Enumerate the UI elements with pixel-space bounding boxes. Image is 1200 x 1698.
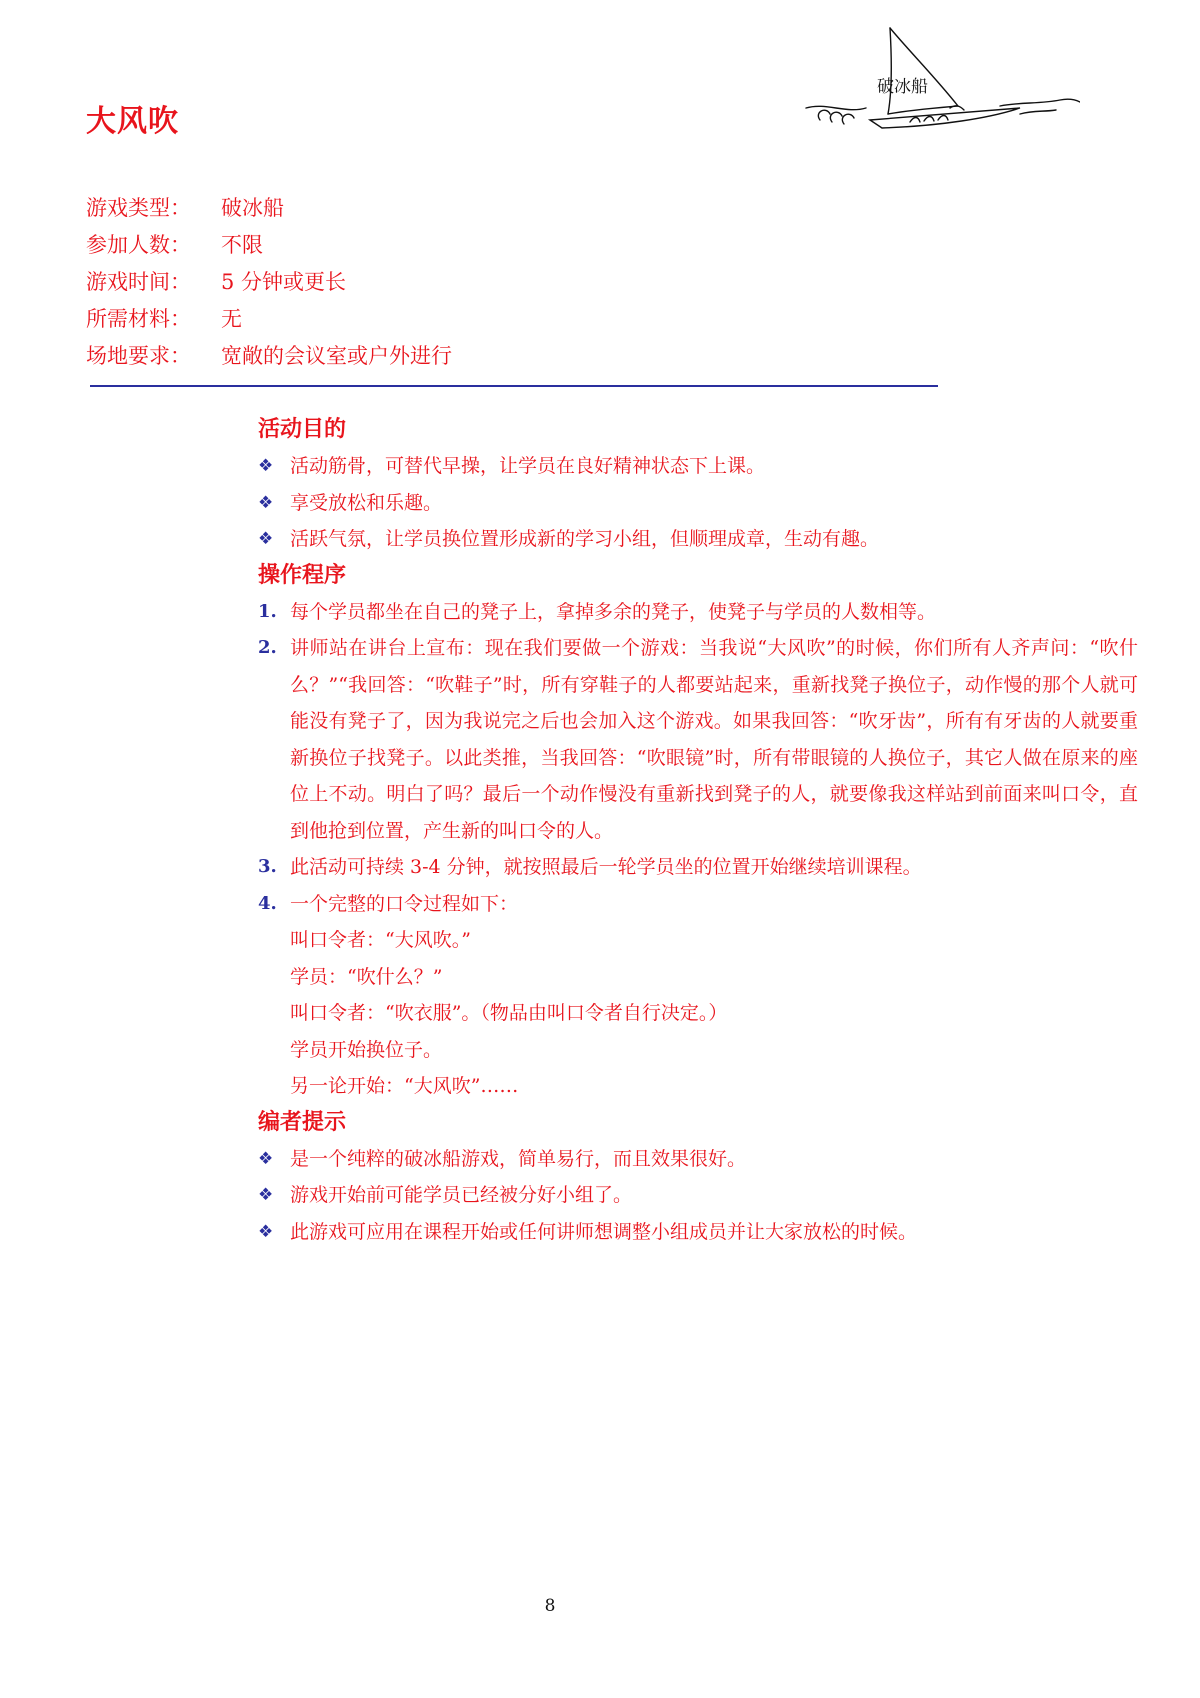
page-title: 大风吹 (86, 104, 179, 139)
item-number: 4. (258, 892, 277, 914)
command-line: 叫口令者：“大风吹。” (290, 929, 471, 951)
info-row-duration (86, 262, 452, 299)
list-item-text: 享受放松和乐趣。 (290, 491, 443, 514)
main-content (258, 412, 1138, 1250)
item-number: 2. (258, 637, 277, 658)
section-divider (90, 385, 938, 387)
item-number: 3. (258, 856, 277, 877)
command-line: 学员开始换位子。 (290, 1038, 443, 1061)
info-label: 游戏类型： (86, 195, 191, 220)
numbered-item-text: 此活动可持续 3-4 分钟，就按照最后一轮学员坐的位置开始继续培训课程。 (290, 856, 922, 878)
numbered-item-text: 每个学员都坐在自己的凳子上，拿掉多余的凳子，使凳子与学员的人数相等。 (290, 600, 937, 623)
list-item (258, 1177, 1138, 1214)
info-value: 不限 (221, 232, 263, 257)
list-item-text: 此游戏可应用在课程开始或任何讲师想调整小组成员并让大家放松的时候。 (290, 1220, 918, 1243)
numbered-item (258, 594, 1138, 631)
diamond-bullet-icon: ❖ (258, 1185, 274, 1205)
item-number: 1. (258, 600, 277, 622)
info-label: 游戏时间： (86, 269, 191, 294)
diamond-bullet-icon: ❖ (258, 529, 274, 549)
info-row-venue (86, 336, 452, 373)
logo-text: 破冰船 (877, 77, 928, 97)
info-label: 参加人数： (86, 232, 191, 257)
list-item-text: 活跃气氛，让学员换位置形成新的学习小组，但顺理成章，生动有趣。 (290, 528, 880, 550)
info-label: 场地要求： (86, 343, 191, 368)
numbered-item-text: 一个完整的口令过程如下： (290, 892, 519, 915)
info-label: 所需材料： (86, 306, 191, 331)
info-value: 破冰船 (221, 195, 284, 220)
numbered-item (258, 630, 1138, 849)
list-item (258, 1214, 1138, 1251)
diamond-bullet-icon: ❖ (258, 456, 274, 476)
list-item-text: 活动筋骨，可替代早操，让学员在良好精神状态下上课。 (290, 455, 766, 477)
info-value: 无 (221, 306, 242, 331)
command-line: 另一论开始：“大风吹”…… (290, 1075, 519, 1097)
numbered-item-text: 讲师站在讲台上宣布：现在我们要做一个游戏：当我说“大风吹”的时候，你们所有人齐声问：“吹什么？”“我回答：“吹鞋子”时，所有穿鞋子的人都要站起来，重新找凳子换位子，动作慢的那个人就可能没有凳子了，因为我说完之后也会加入这个游戏。如果我回答：“吹牙齿”，所有有牙齿的人就要重新换位子找凳子。以此类推，当我回答：“吹眼镜”时，所有带眼镜的人换位子，其它人做在原来的座位上不动。明白了吗？最后一个动作慢没有重新找到凳子的人，就要像我这样站到前面来叫口令，直到他抢到位置，产生新的叫口令的人。 (290, 637, 1138, 842)
info-value: 5 分钟或更长 (221, 269, 347, 294)
diamond-bullet-icon: ❖ (258, 1148, 274, 1169)
command-line: 叫口令者：“吹衣服”。（物品由叫口令者自行决定。） (290, 1002, 728, 1024)
game-info-list (86, 188, 452, 373)
icebreaker-ship-logo (800, 22, 1080, 142)
info-row-materials (86, 299, 452, 336)
ship-icon (800, 22, 1080, 142)
numbered-item (258, 849, 1138, 886)
info-row-type (86, 188, 452, 225)
page-number: 8 (544, 1596, 556, 1616)
section-title-procedure: 操作程序 (258, 562, 347, 588)
list-item (258, 1141, 1138, 1178)
section-title-purpose: 活动目的 (258, 417, 347, 442)
section-title-notes: 编者提示 (258, 1109, 347, 1135)
list-item (258, 448, 1138, 485)
info-value: 宽敞的会议室或户外进行 (221, 343, 452, 368)
list-item-text: 游戏开始前可能学员已经被分好小组了。 (290, 1184, 633, 1206)
command-line: 学员：“吹什么？” (290, 965, 443, 988)
numbered-item (258, 886, 1138, 923)
list-item (258, 521, 1138, 558)
list-item-text: 是一个纯粹的破冰船游戏，简单易行，而且效果很好。 (290, 1147, 747, 1170)
diamond-bullet-icon: ❖ (258, 492, 274, 513)
diamond-bullet-icon: ❖ (258, 1221, 274, 1242)
info-row-participants (86, 225, 452, 262)
list-item (258, 485, 1138, 522)
